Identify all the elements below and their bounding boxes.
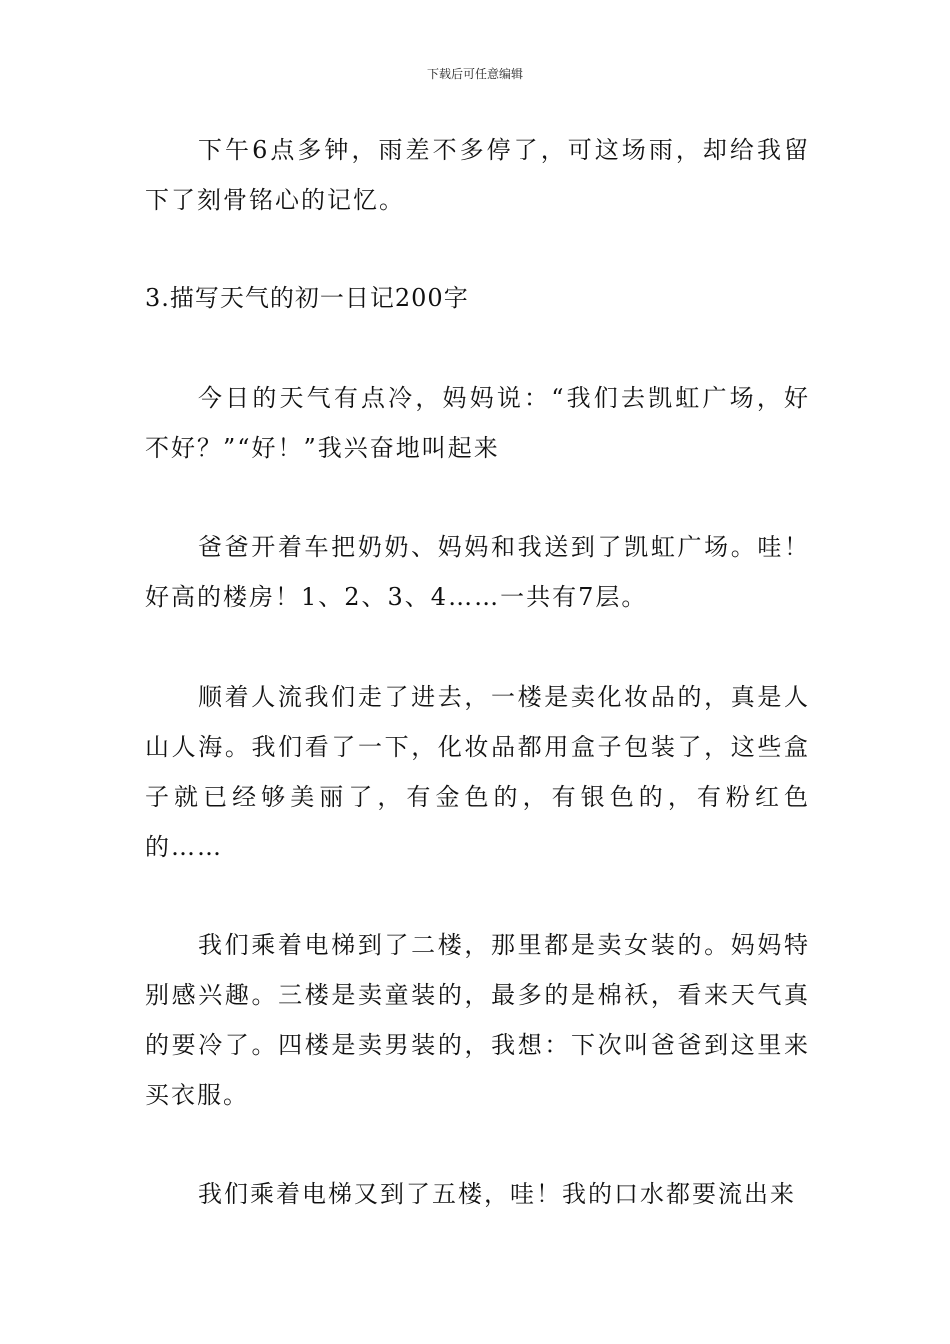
paragraph-first-floor: 顺着人流我们走了进去，一楼是卖化妆品的，真是人山人海。我们看了一下，化妆品都用盒子包装了，这些盒子就已经够美丽了，有金色的，有银色的，有粉红色的…… bbox=[145, 683, 810, 861]
paragraph-rain-memory: 下午6点多钟，雨差不多停了，可这场雨，却给我留下了刻骨铭心的记忆。 bbox=[145, 136, 810, 214]
paragraph-fifth-floor: 我们乘着电梯又到了五楼，哇！我的口水都要流出来 bbox=[198, 1180, 796, 1208]
paragraph-cold-weather: 今日的天气有点冷，妈妈说：“我们去凯虹广场，好不好？”“好！”我兴奋地叫起来 bbox=[145, 384, 810, 462]
paragraph-upper-floors: 我们乘着电梯到了二楼，那里都是卖女装的。妈妈特别感兴趣。三楼是卖童装的，最多的是棉袄，看来天气真的要冷了。四楼是卖男装的，我想：下次叫爸爸到这里来买衣服。 bbox=[145, 931, 810, 1109]
paragraph-arrive-plaza: 爸爸开着车把奶奶、妈妈和我送到了凯虹广场。哇！好高的楼房！1、2、3、4……一共有7层。 bbox=[145, 533, 810, 611]
page-header-note: 下载后可任意编辑 bbox=[426, 67, 523, 81]
section-heading: 3.描写天气的初一日记200字 bbox=[145, 284, 469, 312]
